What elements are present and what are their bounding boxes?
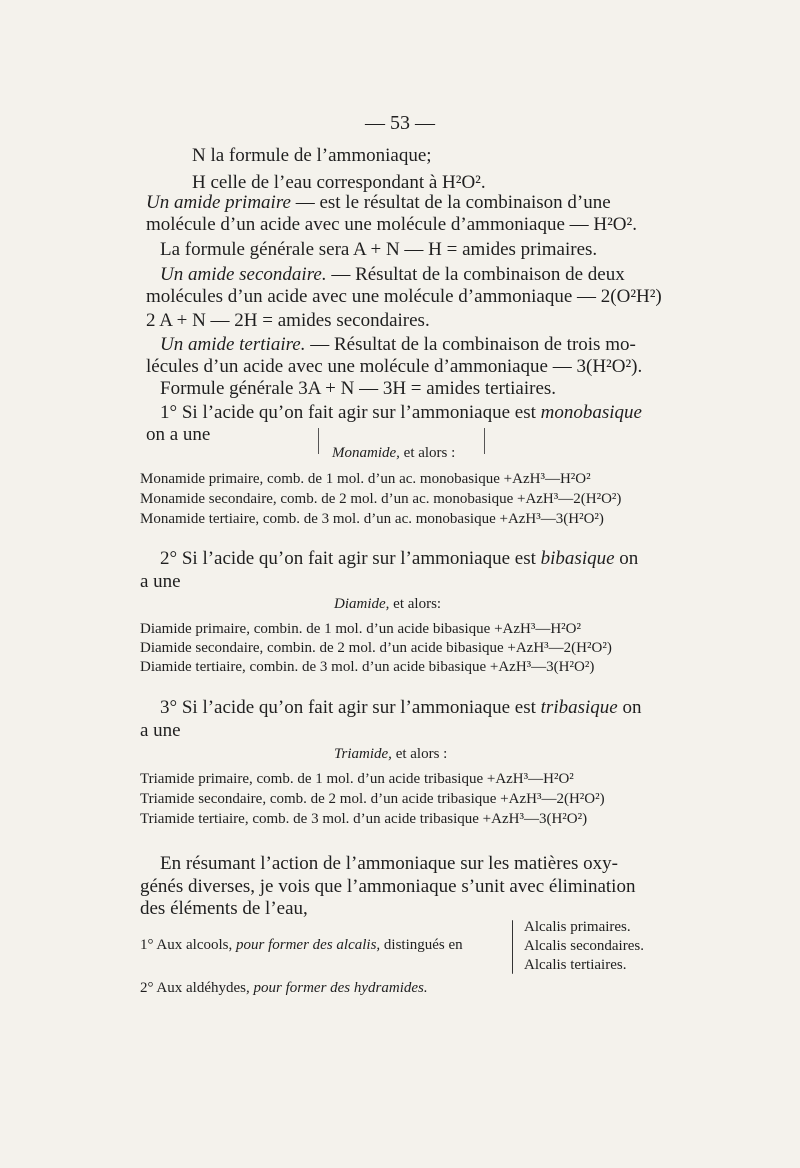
text-line: des éléments de l’eau,: [140, 898, 308, 919]
text-fragment: et alors:: [389, 596, 442, 612]
table-row: Diamide secondaire, combin. de 2 mol. d’un acide bibasique +AzH³—2(H²O²): [140, 640, 612, 656]
text-line: molécules d’un acide avec une molécule d’ammoniaque — 2(O²H²): [146, 286, 662, 307]
text-fragment: on: [614, 548, 639, 569]
table-subheading: [334, 745, 447, 763]
text-fragment: — Résultat de la combinaison de deux: [326, 264, 625, 285]
table-row: Triamide tertiaire, comb. de 3 mol. d’un acide tribasique +AzH³—3(H²O²): [140, 811, 588, 827]
list-subitem: Alcalis secondaires.: [524, 938, 644, 954]
italic-term: Un amide tertiaire.: [160, 334, 306, 355]
italic-term: pour former des hydramides.: [253, 980, 428, 996]
text-line: N la formule de l’ammoniaque;: [192, 145, 432, 166]
text-fragment: et alors :: [399, 445, 456, 461]
table-row: Triamide secondaire, comb. de 2 mol. d’un acide tribasique +AzH³—2(H²O²): [140, 791, 605, 807]
list-item: [140, 979, 428, 997]
text-fragment: distingués en: [380, 937, 463, 953]
italic-term: pour former des alcalis,: [236, 937, 381, 953]
text-line: [146, 192, 611, 214]
text-fragment: 1° Aux alcools,: [140, 937, 236, 953]
list-item: [140, 936, 463, 954]
text-line: En résumant l’action de l’ammoniaque sur les matières oxy-: [160, 853, 618, 874]
list-subitem: Alcalis primaires.: [524, 919, 631, 935]
text-line: on a une: [146, 424, 211, 445]
table-subheading: [332, 444, 455, 462]
italic-term: bibasique: [540, 548, 615, 569]
italic-term: Un amide primaire: [146, 192, 291, 213]
text-line: a une: [140, 571, 181, 592]
text-fragment: — est le résultat de la combinaison d’une: [290, 192, 611, 213]
list-subitem: Alcalis tertiaires.: [524, 957, 627, 973]
table-row: Diamide tertiaire, combin. de 3 mol. d’un acide bibasique +AzH³—3(H²O²): [140, 659, 595, 675]
table-row: Triamide primaire, comb. de 1 mol. d’un acide tribasique +AzH³—H²O²: [140, 771, 574, 787]
table-row: Monamide primaire, comb. de 1 mol. d’un ac. monobasique +AzH³—H²O²: [140, 471, 591, 487]
italic-term: monobasique: [540, 402, 642, 423]
text-line: a une: [140, 720, 181, 741]
table-divider: [318, 428, 319, 454]
text-fragment: 3° Si l’acide qu’on fait agir sur l’ammoniaque est: [160, 697, 541, 718]
section-heading: [160, 697, 641, 719]
text-line: [160, 264, 625, 286]
text-fragment: 2° Si l’acide qu’on fait agir sur l’ammoniaque est: [160, 548, 541, 569]
text-fragment: 1° Si l’acide qu’on fait agir sur l’ammoniaque est: [160, 402, 541, 423]
italic-term: Un amide secondaire.: [160, 264, 327, 285]
text-line: génés diverses, je vois que l’ammoniaque s’unit avec élimination: [140, 876, 636, 897]
text-fragment: on: [617, 697, 642, 718]
text-line: molécule d’un acide avec une molécule d’ammoniaque — H²O².: [146, 214, 637, 235]
table-subheading: [334, 595, 441, 613]
text-fragment: 2° Aux aldéhydes,: [140, 980, 254, 996]
text-line: Formule générale 3A + N — 3H = amides tertiaires.: [160, 378, 557, 399]
text-line: H celle de l’eau correspondant à H²O².: [192, 172, 486, 193]
text-fragment: et alors :: [391, 746, 448, 762]
section-heading: [160, 402, 642, 424]
text-line: La formule générale sera A + N — H = amides primaires.: [160, 239, 598, 260]
table-row: Diamide primaire, combin. de 1 mol. d’un acide bibasique +AzH³—H²O²: [140, 621, 582, 637]
text-line: [160, 334, 636, 356]
page-number: — 53 —: [365, 112, 435, 134]
italic-term: Diamide,: [334, 596, 390, 612]
italic-term: Monamide,: [332, 445, 400, 461]
text-fragment: — Résultat de la combinaison de trois mo-: [305, 334, 636, 355]
text-line: lécules d’un acide avec une molécule d’ammoniaque — 3(H²O²).: [146, 356, 643, 377]
text-line: 2 A + N — 2H = amides secondaires.: [146, 310, 430, 331]
section-heading: [160, 548, 638, 570]
table-row: Monamide tertiaire, comb. de 3 mol. d’un ac. monobasique +AzH³—3(H²O²): [140, 511, 604, 527]
italic-term: Triamide,: [334, 746, 392, 762]
curly-brace: [512, 920, 513, 974]
italic-term: tribasique: [540, 697, 618, 718]
table-divider: [484, 428, 485, 454]
table-row: Monamide secondaire, comb. de 2 mol. d’un ac. monobasique +AzH³—2(H²O²): [140, 491, 622, 507]
